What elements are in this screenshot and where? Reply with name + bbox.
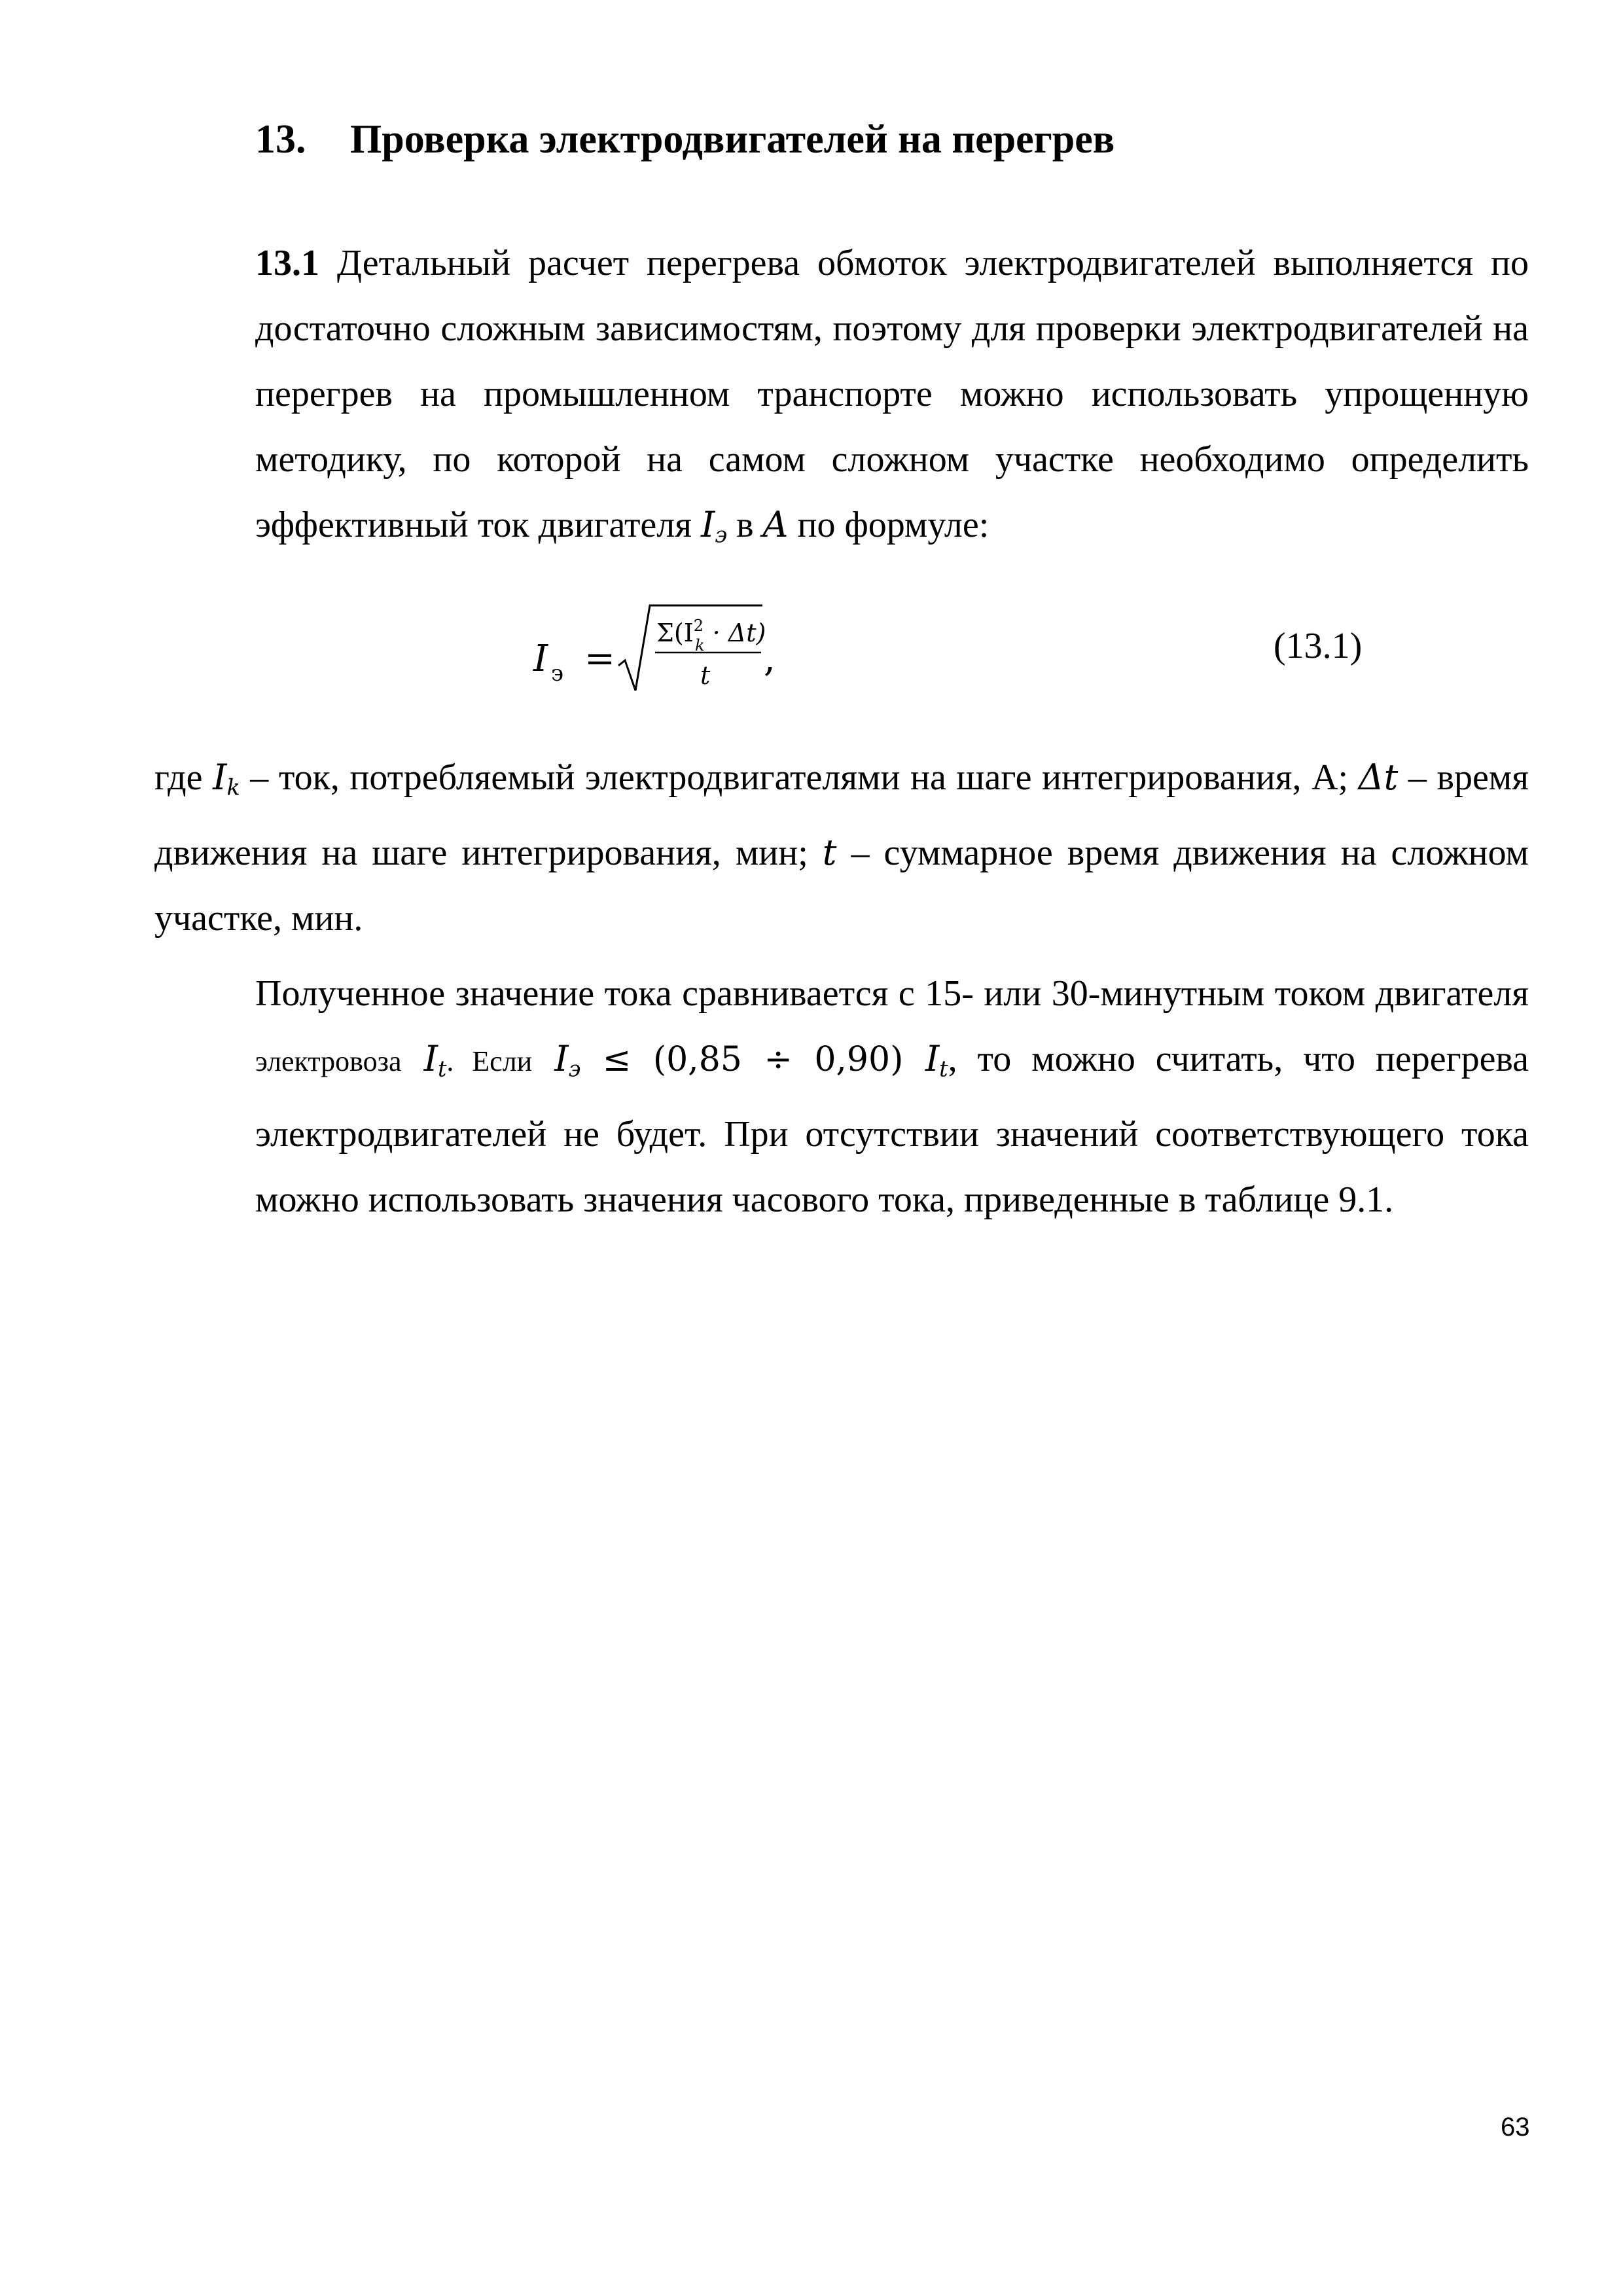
paragraph-text: Полученное значение тока сравнивается с 15- или 30-минутным током двигателя bbox=[255, 973, 1529, 1014]
formula-svg bbox=[533, 592, 795, 723]
section-title: Проверка электродвигателей на перегрев bbox=[350, 117, 1115, 162]
condition-range: ≤ (0,85 ÷ 0,90) bbox=[580, 1040, 925, 1079]
formula-lhs-i: I bbox=[533, 637, 548, 680]
paragraph-text-small: Если bbox=[472, 1045, 533, 1077]
paragraph-text-small: электровоза bbox=[255, 1045, 402, 1077]
var-it-2: $I_t$ bbox=[925, 1038, 948, 1082]
section-number: 13. bbox=[255, 117, 306, 162]
var-t: t bbox=[822, 832, 837, 874]
paragraph-text-small: . bbox=[446, 1045, 473, 1077]
paragraph-comparison bbox=[154, 961, 1529, 1232]
paragraph-text: , то можно считать, что перегрева электродвигателей не будет. При отсутствии значений соответствующего тока можно использовать значения часового тока, приведенные в таблице 9.1. bbox=[255, 1039, 1529, 1221]
formula-denominator: t bbox=[700, 661, 711, 690]
paragraph-text: по формуле: bbox=[788, 505, 990, 545]
paragraph-definitions bbox=[154, 745, 1529, 951]
paragraph-text: – ток, потребляемый электродвигателями на шаге интегрирования, А; bbox=[240, 757, 1359, 798]
paragraph-text: Детальный расчет перегрева обмоток электродвигателей выполняется по достаточно сложным зависимостям, поэтому для проверки электродвигателей на перегрев на промышленном транспорте можно использовать упрощенную методику, по которой на самом сложном участке необходимо определить эффективный ток двигателя bbox=[255, 243, 1529, 545]
paragraph-text: где bbox=[154, 757, 213, 798]
var-ik: $I_k$ bbox=[213, 757, 240, 800]
paragraph-13-1 bbox=[154, 230, 1529, 567]
formula-equals: = bbox=[584, 637, 615, 680]
formula-lhs-sub: э bbox=[551, 660, 564, 687]
paragraph-text: в bbox=[727, 505, 763, 545]
clause-number: 13.1 bbox=[255, 243, 319, 283]
equation-number: (13.1) bbox=[1274, 626, 1363, 666]
var-ie: $I_э$ bbox=[532, 1038, 581, 1082]
section-heading bbox=[255, 117, 1115, 163]
var-a: A bbox=[762, 504, 789, 545]
formula-comma: , bbox=[764, 637, 776, 680]
paragraph-text: – суммарное время движения на сложном участке, мин. bbox=[154, 833, 1529, 939]
page-number: 63 bbox=[1501, 2113, 1530, 2142]
paragraph-text: – время движения на шаге интегрирования, мин; bbox=[154, 757, 1529, 874]
formula-numerator: $\Sigma(I^2$ k · Δt) bbox=[656, 617, 766, 655]
var-it: $I_t$ bbox=[401, 1038, 447, 1082]
var-dt: Δt bbox=[1358, 757, 1399, 798]
var-i-e: $I_э$ bbox=[700, 504, 728, 548]
